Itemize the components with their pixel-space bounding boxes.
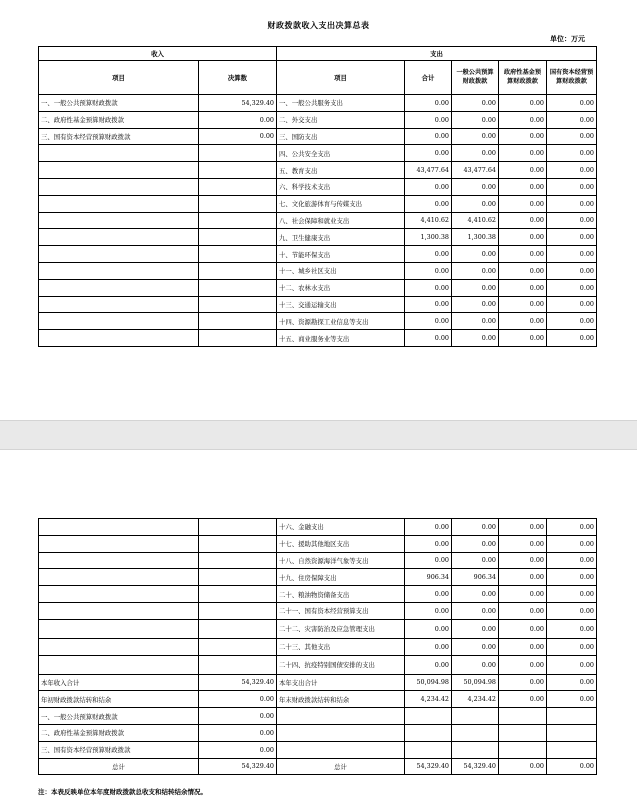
income-header: 收入 [39, 47, 277, 61]
expense-total-cell: 0.00 [405, 262, 452, 279]
table-row [39, 708, 597, 725]
expense-item-cell: 四、公共安全支出 [277, 145, 405, 162]
income-amount-cell [199, 296, 277, 313]
expense-total-cell: 0.00 [405, 178, 452, 195]
table-row [39, 674, 597, 691]
column-header-row [39, 61, 597, 95]
fund-budget-cell: 0.00 [499, 195, 547, 212]
table-row [39, 602, 597, 619]
expense-item-cell [277, 708, 405, 725]
expense-total-cell: 54,329.40 [405, 758, 452, 775]
table-row [39, 279, 597, 296]
income-amount-cell [199, 535, 277, 552]
expense-item-cell: 十、节能环保支出 [277, 246, 405, 263]
general-budget-cell: 54,329.40 [452, 758, 499, 775]
income-amount-cell [199, 212, 277, 229]
income-item-cell: 本年收入合计 [39, 674, 199, 691]
fund-budget-cell: 0.00 [499, 655, 547, 674]
expense-total-cell: 0.00 [405, 145, 452, 162]
income-item-cell: 三、国有资本经营预算财政拨款 [39, 128, 199, 145]
income-amount-cell [199, 313, 277, 330]
soe-budget-cell: 0.00 [547, 178, 597, 195]
fund-budget-cell [499, 741, 547, 758]
table-row [39, 638, 597, 655]
expense-total-cell: 0.00 [405, 330, 452, 347]
expense-total-cell: 0.00 [405, 195, 452, 212]
income-item-cell [39, 552, 199, 569]
soe-budget-cell: 0.00 [547, 195, 597, 212]
table-row [39, 691, 597, 708]
income-amount-cell [199, 195, 277, 212]
income-amount-cell [199, 246, 277, 263]
expense-item-cell: 三、国防支出 [277, 128, 405, 145]
soe-budget-cell: 0.00 [547, 246, 597, 263]
table-row [39, 246, 597, 263]
page-gap [0, 420, 637, 450]
summary-table-page-2 [38, 518, 597, 775]
general-budget-cell: 0.00 [452, 519, 499, 536]
fund-budget-cell: 0.00 [499, 128, 547, 145]
table-row [39, 519, 597, 536]
expense-item-cell: 一、一般公共服务支出 [277, 95, 405, 112]
expense-item-cell: 总计 [277, 758, 405, 775]
soe-budget-cell: 0.00 [547, 569, 597, 586]
table-row [39, 655, 597, 674]
general-budget-cell: 0.00 [452, 128, 499, 145]
expense-total-cell: 0.00 [405, 552, 452, 569]
expense-total-cell: 0.00 [405, 619, 452, 638]
general-budget-cell: 0.00 [452, 95, 499, 112]
income-item-cell [39, 313, 199, 330]
fund-budget-cell: 0.00 [499, 145, 547, 162]
income-item-cell [39, 212, 199, 229]
table-row [39, 128, 597, 145]
expense-item-cell: 十七、援助其他地区支出 [277, 535, 405, 552]
income-amount-cell [199, 552, 277, 569]
table-row [39, 535, 597, 552]
general-budget-cell: 0.00 [452, 111, 499, 128]
general-budget-cell: 0.00 [452, 619, 499, 638]
general-budget-cell: 0.00 [452, 296, 499, 313]
soe-budget-cell [547, 741, 597, 758]
income-item-cell [39, 145, 199, 162]
general-budget-cell: 0.00 [452, 178, 499, 195]
income-amount-cell: 0.00 [199, 128, 277, 145]
expense-total-cell: 50,094.98 [405, 674, 452, 691]
fund-budget-cell [499, 724, 547, 741]
table-row [39, 296, 597, 313]
expense-total-cell: 0.00 [405, 519, 452, 536]
table-row [39, 229, 597, 246]
footnote: 注：本表反映单位本年度财政拨款总收支和结转结余情况。 [38, 788, 207, 796]
general-budget-cell: 0.00 [452, 602, 499, 619]
fund-budget-cell: 0.00 [499, 111, 547, 128]
fund-budget-cell: 0.00 [499, 246, 547, 263]
income-item-cell: 一、一般公共预算财政拨款 [39, 95, 199, 112]
soe-budget-cell: 0.00 [547, 619, 597, 638]
table-row [39, 552, 597, 569]
expense-total-cell: 43,477.64 [405, 162, 452, 179]
general-budget-cell: 1,300.38 [452, 229, 499, 246]
fund-budget-cell: 0.00 [499, 313, 547, 330]
report-title: 财政拨款收入支出决算总表 [267, 20, 370, 30]
income-item-cell [39, 638, 199, 655]
expense-total-cell: 0.00 [405, 638, 452, 655]
fund-budget-cell: 0.00 [499, 619, 547, 638]
table-row [39, 145, 597, 162]
expense-item-cell: 十五、商业服务业等支出 [277, 330, 405, 347]
fund-budget-cell: 0.00 [499, 691, 547, 708]
expense-item-cell: 十三、交通运输支出 [277, 296, 405, 313]
expense-total-cell: 0.00 [405, 535, 452, 552]
income-amount-cell: 0.00 [199, 111, 277, 128]
table-row [39, 330, 597, 347]
income-amount-cell: 0.00 [199, 708, 277, 725]
soe-budget-cell: 0.00 [547, 586, 597, 603]
soe-budget-cell: 0.00 [547, 262, 597, 279]
income-amount-cell: 0.00 [199, 724, 277, 741]
soe-budget-cell [547, 724, 597, 741]
income-amount-cell [199, 638, 277, 655]
expense-item-cell: 六、科学技术支出 [277, 178, 405, 195]
income-amount-cell [199, 602, 277, 619]
expense-total-cell: 0.00 [405, 296, 452, 313]
soe-budget-cell: 0.00 [547, 638, 597, 655]
income-item-cell [39, 519, 199, 536]
expense-item-cell: 十九、住房保障支出 [277, 569, 405, 586]
soe-budget-cell: 0.00 [547, 674, 597, 691]
soe-budget-cell: 0.00 [547, 111, 597, 128]
income-amount-cell [199, 145, 277, 162]
soe-budget-cell: 0.00 [547, 145, 597, 162]
expense-total-cell: 906.34 [405, 569, 452, 586]
income-item-cell: 三、国有资本经营预算财政拨款 [39, 741, 199, 758]
expense-total-cell: 0.00 [405, 111, 452, 128]
income-item-cell [39, 195, 199, 212]
income-amount-cell: 54,329.40 [199, 758, 277, 775]
income-item-cell [39, 296, 199, 313]
general-budget-cell: 0.00 [452, 655, 499, 674]
fund-budget-cell: 0.00 [499, 330, 547, 347]
fund-budget-header: 政府性基金预算财政拨款 [499, 61, 547, 95]
income-item-cell [39, 162, 199, 179]
general-budget-cell [452, 708, 499, 725]
soe-budget-cell: 0.00 [547, 519, 597, 536]
table-row [39, 741, 597, 758]
expense-item-cell: 八、社会保障和就业支出 [277, 212, 405, 229]
income-item-cell: 二、政府性基金预算财政拨款 [39, 111, 199, 128]
table-row [39, 95, 597, 112]
table-row [39, 758, 597, 775]
income-item-cell [39, 262, 199, 279]
soe-budget-cell: 0.00 [547, 95, 597, 112]
expense-item-cell: 七、文化旅游体育与传媒支出 [277, 195, 405, 212]
expense-item-cell: 二十三、其他支出 [277, 638, 405, 655]
general-budget-cell: 0.00 [452, 279, 499, 296]
expense-item-header: 项目 [277, 61, 405, 95]
income-amount-cell [199, 569, 277, 586]
expense-total-cell [405, 724, 452, 741]
expense-item-cell: 十八、自然资源海洋气象等支出 [277, 552, 405, 569]
income-amount-cell [199, 619, 277, 638]
fund-budget-cell: 0.00 [499, 262, 547, 279]
general-budget-cell: 906.34 [452, 569, 499, 586]
expense-total-cell: 4,410.62 [405, 212, 452, 229]
income-item-cell [39, 178, 199, 195]
general-budget-cell: 0.00 [452, 313, 499, 330]
general-budget-cell: 0.00 [452, 195, 499, 212]
soe-budget-cell: 0.00 [547, 330, 597, 347]
expense-total-cell: 4,234.42 [405, 691, 452, 708]
general-budget-cell: 0.00 [452, 262, 499, 279]
table-row [39, 262, 597, 279]
general-budget-cell: 4,410.62 [452, 212, 499, 229]
general-budget-cell: 4,234.42 [452, 691, 499, 708]
fund-budget-cell [499, 708, 547, 725]
expense-item-cell: 五、教育支出 [277, 162, 405, 179]
income-amount-cell [199, 262, 277, 279]
general-budget-cell: 50,094.98 [452, 674, 499, 691]
income-amount-cell [199, 178, 277, 195]
income-item-cell: 二、政府性基金预算财政拨款 [39, 724, 199, 741]
soe-budget-cell: 0.00 [547, 535, 597, 552]
expense-item-cell: 本年支出合计 [277, 674, 405, 691]
summary-table-page-1 [38, 46, 597, 347]
table-row [39, 195, 597, 212]
general-budget-cell: 0.00 [452, 552, 499, 569]
soe-budget-cell: 0.00 [547, 552, 597, 569]
general-budget-cell [452, 724, 499, 741]
expense-total-cell: 0.00 [405, 602, 452, 619]
soe-budget-cell [547, 708, 597, 725]
income-item-cell [39, 569, 199, 586]
general-budget-cell: 0.00 [452, 535, 499, 552]
soe-budget-cell: 0.00 [547, 162, 597, 179]
income-amount-cell [199, 330, 277, 347]
soe-budget-header: 国有资本经营预算财政拨款 [547, 61, 597, 95]
expense-total-cell [405, 708, 452, 725]
unit-label: 单位：万元 [550, 34, 585, 43]
expense-total-cell: 0.00 [405, 128, 452, 145]
expense-item-cell: 二十二、灾害防治及应急管理支出 [277, 619, 405, 638]
soe-budget-cell: 0.00 [547, 758, 597, 775]
expense-item-cell: 二十四、抗疫特别国债安排的支出 [277, 655, 405, 674]
table-row [39, 162, 597, 179]
income-item-cell [39, 602, 199, 619]
income-item-cell [39, 586, 199, 603]
expense-item-cell: 九、卫生健康支出 [277, 229, 405, 246]
soe-budget-cell: 0.00 [547, 212, 597, 229]
fund-budget-cell: 0.00 [499, 758, 547, 775]
expense-total-cell: 0.00 [405, 655, 452, 674]
expense-item-cell: 二十、粮油物资储备支出 [277, 586, 405, 603]
income-item-cell: 一、一般公共预算财政拨款 [39, 708, 199, 725]
expense-item-cell: 年末财政拨款结转和结余 [277, 691, 405, 708]
expense-item-cell: 十二、农林水支出 [277, 279, 405, 296]
income-amount-cell: 54,329.40 [199, 674, 277, 691]
income-item-cell [39, 619, 199, 638]
general-budget-cell: 43,477.64 [452, 162, 499, 179]
income-item-cell [39, 279, 199, 296]
table-row [39, 619, 597, 638]
table-row [39, 569, 597, 586]
fund-budget-cell: 0.00 [499, 212, 547, 229]
soe-budget-cell: 0.00 [547, 602, 597, 619]
table-row [39, 724, 597, 741]
fund-budget-cell: 0.00 [499, 552, 547, 569]
expense-total-cell: 0.00 [405, 279, 452, 296]
general-budget-cell: 0.00 [452, 246, 499, 263]
total-header: 合计 [405, 61, 452, 95]
expense-item-cell [277, 724, 405, 741]
expense-item-cell [277, 741, 405, 758]
income-item-cell [39, 246, 199, 263]
final-amount-header: 决算数 [199, 61, 277, 95]
income-item-cell [39, 535, 199, 552]
expense-header: 支出 [277, 47, 597, 61]
income-amount-cell [199, 279, 277, 296]
fund-budget-cell: 0.00 [499, 674, 547, 691]
table-row [39, 586, 597, 603]
expense-item-cell: 十一、城乡社区支出 [277, 262, 405, 279]
soe-budget-cell: 0.00 [547, 655, 597, 674]
fund-budget-cell: 0.00 [499, 586, 547, 603]
section-header-row [39, 47, 597, 61]
soe-budget-cell: 0.00 [547, 313, 597, 330]
expense-total-cell: 0.00 [405, 246, 452, 263]
fund-budget-cell: 0.00 [499, 279, 547, 296]
expense-total-cell: 0.00 [405, 586, 452, 603]
income-amount-cell [199, 655, 277, 674]
expense-item-cell: 十六、金融支出 [277, 519, 405, 536]
document-page-2 [0, 450, 637, 805]
fund-budget-cell: 0.00 [499, 178, 547, 195]
income-item-cell: 年初财政拨款结转和结余 [39, 691, 199, 708]
soe-budget-cell: 0.00 [547, 691, 597, 708]
income-item-cell: 总计 [39, 758, 199, 775]
income-item-cell [39, 229, 199, 246]
expense-total-cell [405, 741, 452, 758]
fund-budget-cell: 0.00 [499, 535, 547, 552]
fund-budget-cell: 0.00 [499, 162, 547, 179]
general-budget-cell [452, 741, 499, 758]
general-budget-header: 一般公共预算财政拨款 [452, 61, 499, 95]
expense-total-cell: 0.00 [405, 95, 452, 112]
table-row [39, 178, 597, 195]
table-row [39, 313, 597, 330]
fund-budget-cell: 0.00 [499, 519, 547, 536]
income-item-cell [39, 330, 199, 347]
fund-budget-cell: 0.00 [499, 569, 547, 586]
expense-item-cell: 二十一、国有资本经营预算支出 [277, 602, 405, 619]
income-amount-cell [199, 519, 277, 536]
income-amount-cell: 54,329.40 [199, 95, 277, 112]
expense-total-cell: 1,300.38 [405, 229, 452, 246]
table-row [39, 111, 597, 128]
fund-budget-cell: 0.00 [499, 602, 547, 619]
expense-item-cell: 二、外交支出 [277, 111, 405, 128]
soe-budget-cell: 0.00 [547, 229, 597, 246]
fund-budget-cell: 0.00 [499, 638, 547, 655]
table-row [39, 212, 597, 229]
expense-total-cell: 0.00 [405, 313, 452, 330]
income-item-header: 项目 [39, 61, 199, 95]
general-budget-cell: 0.00 [452, 638, 499, 655]
fund-budget-cell: 0.00 [499, 95, 547, 112]
soe-budget-cell: 0.00 [547, 279, 597, 296]
soe-budget-cell: 0.00 [547, 296, 597, 313]
expense-item-cell: 十四、资源勘探工业信息等支出 [277, 313, 405, 330]
soe-budget-cell: 0.00 [547, 128, 597, 145]
income-amount-cell: 0.00 [199, 741, 277, 758]
fund-budget-cell: 0.00 [499, 296, 547, 313]
income-amount-cell [199, 162, 277, 179]
income-amount-cell [199, 229, 277, 246]
income-amount-cell: 0.00 [199, 691, 277, 708]
general-budget-cell: 0.00 [452, 145, 499, 162]
general-budget-cell: 0.00 [452, 330, 499, 347]
fund-budget-cell: 0.00 [499, 229, 547, 246]
income-amount-cell [199, 586, 277, 603]
general-budget-cell: 0.00 [452, 586, 499, 603]
income-item-cell [39, 655, 199, 674]
